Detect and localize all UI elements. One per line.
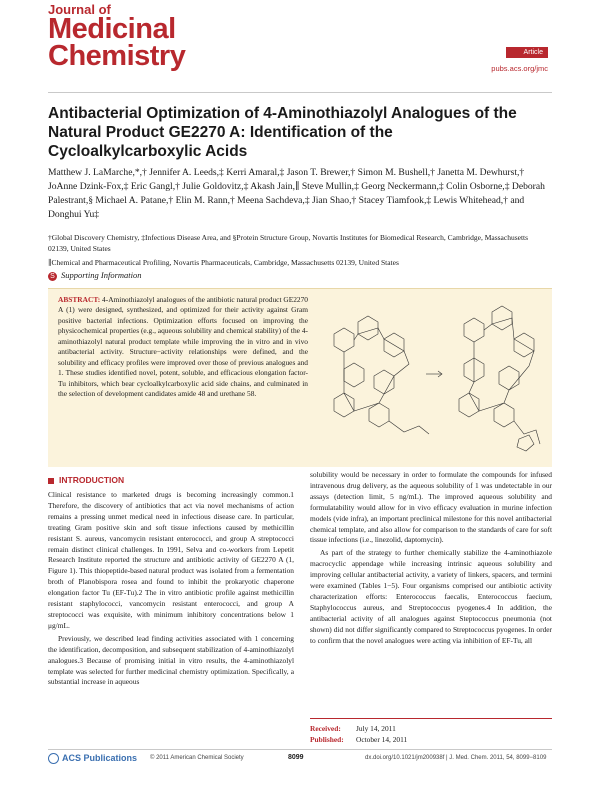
paragraph: Previously, we described lead finding activities associated with 1 concerning the identification, decomposition, and subsequent stabilization of 4-aminothiazolyl analogues.3 Because of promising initial in vitro results, the 4-aminothiazolyl template was selected for further medicinal chemistry optimization. Specifically, a substantial increase in aqueous (48, 633, 294, 687)
cycloalkyl-ring (517, 435, 534, 451)
acs-publications-logo[interactable] (48, 753, 137, 764)
ring-12 (499, 366, 519, 390)
paragraph: As part of the strategy to further chemically stabilize the 4-aminothiazole macrocyclic appendage while increasing intrinsic aqueous solubility and improving cellular antibacterial activity, a variety of linkers, spacers, and termini were examined (Tables 1−5). Four organisms comprised our antibiotic activity characterization efforts: Enterococcus faecalis, Enterococcus faecium, Staphylococcus aureus, and Streptococcus pyogenes.4 In addition, the antibacterial activity of all analogues against Steptococcus pneumonia (not shown) did not differ significantly compared to Streptococcus pyogenes. In order to confirm that the novel analogues were acting via inhibition of EF-Tu, all (310, 548, 552, 645)
published-date-row (310, 734, 552, 745)
received-label: Received: (310, 724, 341, 733)
abstract-label: ABSTRACT: (58, 295, 101, 304)
journal-name-line1: Journal of (48, 2, 111, 17)
header-divider (48, 92, 552, 93)
published-date: October 14, 2011 (356, 735, 408, 744)
affiliation-2: ∥Chemical and Pharmaceutical Profiling, Novartis Pharmaceuticals, Cambridge, Massachusetts 02139, United States (48, 258, 399, 267)
ring-1 (334, 328, 354, 352)
side-chain-2 (514, 421, 540, 444)
acs-publisher-name: ACS Publications (62, 753, 138, 763)
article-type-badge: Article (506, 47, 548, 58)
author-list: Matthew J. LaMarche,*,† Jennifer A. Leeds,‡ Kerri Amaral,‡ Jason T. Brewer,† Simon M. Bushell,† Janetta M. Dewhurst,† JoAnne Dzink-Fox,‡ Eric Gangl,† Julie Goldovitz,‡ Akash Jain,∥ Steve Mullin,‡ Georg Neckermann,‡ Colin Osborne,‡ Deborah Palestrant,§ Michael A. Patane,† Elin M. Rann,† Meena Sachdeva,‡ Jian Shao,† Stacey Tiamfook,‡ Lewis Whitehead,† and Donghui Yu‡ (48, 167, 545, 220)
journal-logo (48, 2, 186, 72)
section-heading-introduction (48, 475, 124, 485)
received-date: July 14, 2011 (356, 724, 396, 733)
footer-divider (48, 749, 552, 750)
ring-7 (369, 403, 389, 427)
supporting-info-icon: S (48, 272, 57, 281)
ring-2 (358, 316, 378, 340)
affiliation-1: †Global Discovery Chemistry, ‡Infectious Disease Area, and §Protein Structure Group, Novartis Institutes for Biomedical Research, Cambridge, Massachusetts 02139, United States (48, 233, 529, 253)
toc-graphic-structure (314, 294, 544, 460)
ring-9 (492, 306, 512, 330)
paragraph: solubility would be necessary in order to formulate the compounds for infused intravenous drug delivery, as the aqueous solubility of 1 was undetectable in our assays (detection limit, 5 ng/mL). The improved aqueous solubility and formulatability would allow for in vivo efficacy evaluation in murine infection models (vide infra), an important preclinical milestone for this novel antibacterial chemical template, and also allow for comparison to the standards of care for soft tissue infections (i.e., linezolid, daptomycin). (310, 470, 552, 545)
acs-logo-icon (48, 753, 59, 764)
publication-dates (310, 718, 552, 745)
abstract-body: 4-Aminothiazolyl analogues of the antibiotic natural product GE2270 A (1) were designed, synthesized, and optimized for their activity against Gram positive bacterial infections. Optimization efforts focused on improving the physicochemical properties (e.g., aqueous solubility and chemical stability) of the 4-aminothiazolyl natural product template while improving the in vitro and in vivo antibacterial activity. Structure−activity relationships were defined, and the solubility and efficacy profiles were improved over those of previous analogues and 1. These studies identified novel, potent, soluble, and efficacious elongation factor-Tu inhibitors, which bear cycloalkylcarboxylic acid side chains, and culminated in the selection of development candidates amide 48 and urethane 58. (58, 295, 309, 399)
journal-name-line2: Medicinal (48, 12, 176, 45)
section-marker-icon (48, 478, 54, 484)
side-chain-1 (389, 421, 429, 434)
paragraph: Clinical resistance to marketed drugs is becoming increasingly common.1 Therefore, the discovery of antibiotics that act via novel mechanisms of action remains a pressing unmet medical need in infectious disease care. In particular, treating Gram positive skin and soft tissue infections caused by methicillin resistant S. aureus, vancomycin resistant enterococci, and group A streptococci remain distinct clinical challenges. In 1991, Selva and co-workers from Lepetit Research Institute reported the structure and antibiotic activity of GE2270 A (1, Figure 1). This thiopeptide-based natural product was isolated from a fermentation broth of Planobispora rosea and found to inhibit the prokaryotic chaperone elongation factor Tu (EF-Tu).2 The in vitro antibiotic profile against methicillin resistant staphylococci, vancomycin resistant enterococci, and group A streptococci was exquisite, with minimum inhibitory concentrations below 1 μg/mL. (48, 490, 294, 630)
abstract (58, 295, 308, 400)
body-column-left (48, 490, 294, 690)
page-number: 8099 (288, 754, 304, 761)
ring-4 (344, 363, 364, 387)
ring-8 (464, 318, 484, 342)
published-label: Published: (310, 735, 344, 744)
journal-url-link[interactable]: pubs.acs.org/jmc (491, 64, 548, 73)
doi-citation-link[interactable]: dx.doi.org/10.1021/jm200938f | J. Med. Chem. 2011, 54, 8099−8109 (365, 755, 547, 761)
received-date-row (310, 723, 552, 734)
affiliations (48, 233, 548, 273)
article-title: Antibacterial Optimization of 4-Aminothiazolyl Analogues of the Natural Product GE2270 A: Identification of the Cycloalkylcarboxylic Acids (48, 105, 517, 160)
journal-name-line3: Chemistry (48, 39, 186, 72)
body-column-right (310, 470, 552, 649)
macrocycle-2 (469, 318, 534, 411)
ring-14 (494, 403, 514, 427)
supporting-information-link[interactable] (48, 270, 142, 281)
section-heading-text: INTRODUCTION (59, 475, 125, 485)
supporting-info-label: Supporting Information (61, 270, 142, 280)
copyright: © 2011 American Chemical Society (150, 755, 244, 761)
